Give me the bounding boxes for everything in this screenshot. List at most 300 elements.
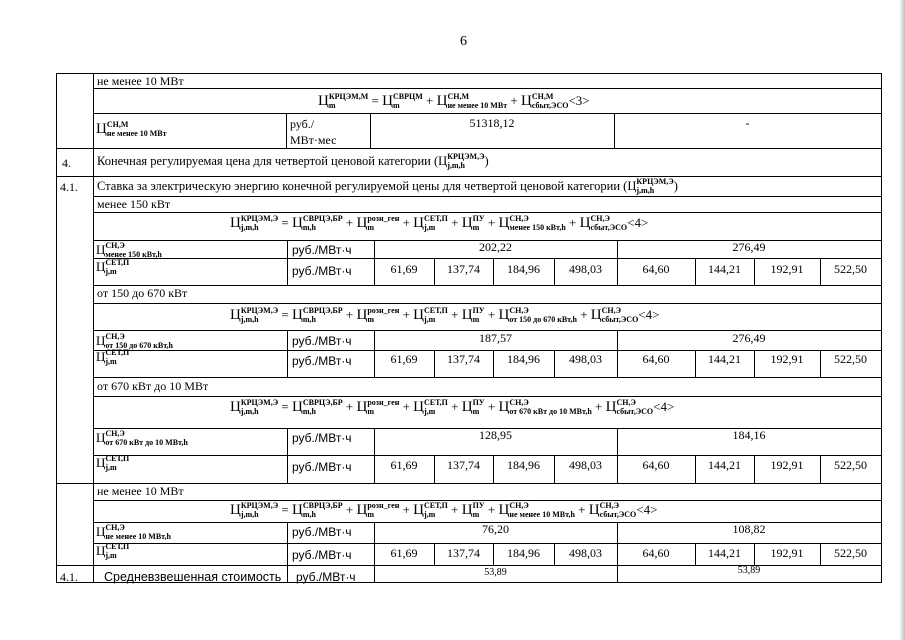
- formula-subscript: j,m: [424, 407, 436, 416]
- formula-superscript: СН,М: [531, 92, 554, 101]
- unit-label: руб./МВт·ч: [292, 525, 352, 539]
- unit-label: руб./МВт·ч: [292, 431, 352, 445]
- formula-subscript: m: [392, 101, 400, 110]
- formula-plus: +: [399, 215, 414, 230]
- formula-plus: +: [484, 215, 499, 230]
- formula-subscript: m: [367, 407, 375, 416]
- formula-eq: =: [278, 307, 292, 322]
- formula-subscript: j,m: [105, 267, 117, 276]
- script-stack: [424, 398, 448, 416]
- formula-subscript: j,m,h: [240, 315, 259, 324]
- network-value-right: 64,60: [642, 352, 670, 366]
- formula-plus: +: [484, 307, 499, 322]
- formula-superscript: КРЦЭМ,Э: [240, 214, 279, 223]
- network-value-left: 184,96: [507, 352, 540, 366]
- sales-markup-value-right: 108,82: [732, 522, 766, 536]
- script-stack: [424, 501, 448, 519]
- formula-plus: +: [576, 307, 591, 322]
- formula-symbol: Ц: [292, 215, 303, 231]
- formula-subscript: не менее 10 МВт,h: [509, 510, 575, 519]
- weighted-average-unit: руб./МВт·ч: [296, 570, 356, 584]
- formula-subscript: j,m: [424, 510, 436, 519]
- formula-plus: +: [342, 502, 357, 517]
- script-stack: [241, 214, 278, 232]
- weighted-average-value-left: 53,89: [484, 567, 507, 578]
- formula-4: [230, 306, 659, 324]
- formula-superscript: ПУ: [472, 501, 485, 510]
- formula-ref: <4>: [653, 399, 675, 414]
- symbol-subscript: не менее 10 МВт: [106, 129, 167, 138]
- network-value-right: 522,50: [834, 262, 867, 276]
- group-header: менее 150 кВт: [97, 197, 171, 211]
- formula-superscript: СВРЦЭ,БР: [302, 306, 343, 315]
- script-stack: [424, 214, 448, 232]
- network-value-left: 184,96: [507, 458, 540, 472]
- unit-label: руб./МВт·ч: [292, 548, 352, 562]
- formula-plus: +: [342, 399, 357, 414]
- formula-superscript: розн_ген: [367, 398, 400, 407]
- script-stack: [509, 214, 565, 232]
- script-stack: [303, 306, 343, 324]
- script-stack: [303, 214, 343, 232]
- power-unit-line2: МВт·мес: [290, 133, 337, 147]
- script-stack: [367, 306, 399, 324]
- group-header: от 150 до 670 кВт: [97, 286, 188, 300]
- formula-subscript: сбыт,ЭСО: [601, 315, 639, 324]
- formula-superscript: СН,Э: [601, 306, 622, 315]
- formula-eq: =: [278, 215, 292, 230]
- script-stack: [590, 214, 627, 232]
- formula-3: [318, 92, 590, 110]
- formula-subscript: от 150 до 670 кВт,h: [509, 315, 577, 324]
- network-value-right: 144,21: [708, 352, 741, 366]
- script-stack: [105, 523, 171, 541]
- formula-plus: +: [565, 215, 580, 230]
- formula-superscript: СЕТ,П: [424, 501, 448, 510]
- script-stack: [241, 306, 278, 324]
- formula-symbol: Ц: [498, 215, 510, 231]
- network-tariff-symbol: [96, 348, 129, 366]
- script-stack: [473, 398, 485, 416]
- formula-symbol: Ц: [498, 399, 510, 415]
- network-value-right: 64,60: [642, 546, 670, 560]
- table-line: [287, 240, 288, 285]
- row4-text: [97, 152, 489, 170]
- formula-subscript: j,m,h: [240, 510, 259, 519]
- formula-subscript: j,m,h: [240, 223, 259, 232]
- formula-plus: +: [591, 399, 606, 414]
- formula-symbol: Ц: [498, 307, 510, 323]
- script-stack: [105, 429, 187, 447]
- formula-subscript: j,m: [105, 463, 117, 472]
- formula-symbol: Ц: [230, 502, 241, 518]
- formula-plus: +: [447, 215, 462, 230]
- table-line: [56, 148, 882, 149]
- formula-superscript: СВРЦМ: [392, 92, 423, 101]
- formula-superscript: СЕТ,П: [105, 542, 130, 551]
- formula-plus: +: [342, 307, 357, 322]
- network-value-right: 144,21: [708, 262, 741, 276]
- formula-subscript: m: [367, 315, 375, 324]
- formula-subscript: j,m: [105, 551, 117, 560]
- formula-superscript: СН,Э: [105, 429, 125, 438]
- table-line: [287, 330, 288, 377]
- script-stack: [602, 306, 639, 324]
- row41-close: ): [673, 179, 678, 193]
- power-value: 51318,12: [469, 116, 515, 130]
- formula-superscript: СН,Э: [599, 501, 620, 510]
- formula-symbol: Ц: [413, 215, 425, 231]
- formula-subscript: m,h: [302, 510, 316, 519]
- unit-label: руб./МВт·ч: [292, 264, 352, 278]
- network-value-left: 498,03: [569, 546, 602, 560]
- formula-superscript: КРЦЭМ,Э: [240, 398, 279, 407]
- formula-symbol: Ц: [230, 307, 241, 323]
- formula-plus: +: [422, 93, 437, 108]
- formula-subscript: j,m,h: [240, 407, 259, 416]
- formula-plus: +: [399, 399, 414, 414]
- formula-superscript: СЕТ,П: [424, 398, 448, 407]
- power-unit-line1: руб./: [290, 117, 315, 131]
- formula-symbol: Ц: [318, 93, 329, 109]
- sales-markup-symbol: [96, 241, 162, 259]
- symbol-superscript: СН,М: [106, 120, 129, 129]
- unit-label: руб./МВт·ч: [292, 354, 352, 368]
- row-number: 4.1.: [60, 180, 78, 194]
- table-line: [93, 396, 882, 397]
- formula-subscript: сбыт,ЭСО: [531, 101, 569, 110]
- formula-superscript: ПУ: [472, 306, 485, 315]
- script-stack: [105, 454, 129, 472]
- weighted-average-label: Средневзвешенная стоимость: [104, 570, 282, 584]
- table-line: [93, 212, 882, 213]
- row-number: 4.: [62, 156, 71, 170]
- formula-subscript: m: [472, 407, 480, 416]
- symbol-main: Ц: [96, 455, 106, 470]
- script-stack: [367, 214, 399, 232]
- network-value-right: 144,21: [708, 546, 741, 560]
- formula-superscript: СН,Э: [509, 398, 529, 407]
- formula-symbol: Ц: [498, 502, 510, 518]
- table-line: [93, 377, 882, 378]
- formula-superscript: СН,М: [447, 92, 469, 101]
- weighted-average-value-right: 53,89: [737, 565, 761, 576]
- formula-subscript: сбыт,ЭСО: [599, 510, 637, 519]
- formula-subscript: m: [367, 510, 375, 519]
- row-number: 4.1.: [60, 570, 78, 584]
- row41-text: [97, 177, 678, 195]
- formula-subscript: от 670 кВт до 10 МВт,h: [105, 438, 188, 447]
- formula-subscript: m: [472, 510, 480, 519]
- script-stack: [473, 501, 485, 519]
- formula-plus: +: [447, 502, 462, 517]
- formula-subscript: m: [328, 101, 336, 110]
- table-line: [93, 258, 882, 259]
- network-value-left: 61,69: [390, 546, 418, 560]
- sales-markup-value-left: 187,57: [479, 331, 512, 345]
- network-value-left: 61,69: [390, 262, 418, 276]
- formula-symbol: Ц: [292, 399, 303, 415]
- formula-subscript: j,m: [424, 223, 436, 232]
- formula-symbol: Ц: [413, 502, 425, 518]
- formula-superscript: СЕТ,П: [424, 306, 448, 315]
- formula-symbol: Ц: [461, 307, 473, 323]
- formula-plus: +: [484, 399, 499, 414]
- network-tariff-symbol: [96, 258, 129, 276]
- script-stack: [241, 398, 278, 416]
- formula-superscript: ПУ: [472, 214, 485, 223]
- sales-markup-value-right: 184,16: [732, 428, 766, 442]
- network-value-right: 64,60: [642, 458, 670, 472]
- script-stack: [105, 542, 129, 560]
- network-value-left: 498,03: [569, 458, 602, 472]
- formula-subscript: от 150 до 670 кВт,h: [105, 341, 173, 350]
- formula-symbol: Ц: [382, 93, 393, 109]
- formula-subscript: m,h: [302, 223, 316, 232]
- formula-subscript: m,h: [302, 407, 316, 416]
- formula-symbol: Ц: [461, 215, 473, 231]
- network-value-right: 144,21: [708, 458, 741, 472]
- formula-symbol: Ц: [590, 307, 602, 323]
- section-header-power: не менее 10 МВт: [97, 74, 184, 88]
- table-line: [287, 428, 288, 483]
- row41-sup: КРЦЭМ,Э: [636, 177, 674, 186]
- formula-symbol: Ц: [356, 399, 368, 415]
- formula-superscript: СН,Э: [105, 332, 125, 341]
- formula-symbol: Ц: [579, 215, 591, 231]
- script-stack: [105, 348, 129, 366]
- network-value-left: 184,96: [507, 546, 540, 560]
- formula-superscript: СН,Э: [616, 398, 636, 407]
- network-value-right: 522,50: [834, 546, 867, 560]
- formula-eq: =: [278, 399, 292, 414]
- formula-subscript: не менее 10 МВт: [447, 101, 508, 110]
- network-value-right: 522,50: [834, 352, 867, 366]
- network-value-right: 522,50: [834, 458, 867, 472]
- formula-plus: +: [447, 307, 462, 322]
- power-row-symbol: [96, 120, 167, 138]
- table-line: [93, 73, 94, 583]
- formula-4: [230, 214, 648, 232]
- formula-subscript: менее 150 кВт,h: [509, 223, 566, 232]
- formula-symbol: Ц: [292, 502, 303, 518]
- formula-symbol: Ц: [230, 215, 241, 231]
- script-stack: [105, 258, 129, 276]
- table-line: [93, 350, 882, 351]
- formula-symbol: Ц: [461, 502, 473, 518]
- formula-subscript: m: [472, 223, 480, 232]
- formula-symbol: Ц: [588, 502, 600, 518]
- formula-symbol: Ц: [356, 502, 368, 518]
- table-line: [93, 113, 882, 114]
- script-stack: [600, 501, 637, 519]
- symbol-main: Ц: [96, 242, 106, 257]
- formula-plus: +: [507, 93, 521, 108]
- symbol-main: Ц: [96, 333, 106, 348]
- formula-ref: <4>: [636, 502, 658, 517]
- formula-superscript: СЕТ,П: [105, 258, 130, 267]
- formula-symbol: Ц: [356, 215, 368, 231]
- row41-text-main: Ставка за электрическую энергию конечной регулируемой цены для четвертой ценовой категории (Ц: [97, 179, 637, 193]
- formula-plus: +: [574, 502, 589, 517]
- table-line: [56, 73, 57, 583]
- network-value-left: 61,69: [390, 352, 418, 366]
- formula-symbol: Ц: [605, 399, 617, 415]
- network-value-right: 192,91: [770, 352, 804, 366]
- formula-symbol: Ц: [436, 93, 448, 109]
- script-stack: [424, 306, 448, 324]
- formula-superscript: СВРЦЭ,БР: [302, 398, 343, 407]
- formula-subscript: сбыт,ЭСО: [590, 223, 628, 232]
- formula-superscript: СВРЦЭ,БР: [302, 501, 343, 510]
- formula-subscript: m,h: [302, 315, 316, 324]
- network-value-left: 61,69: [390, 458, 418, 472]
- formula-4: [230, 501, 657, 519]
- formula-superscript: СН,Э: [590, 214, 610, 223]
- formula-superscript: КРЦЭМ,М: [328, 92, 369, 101]
- group-header: от 670 кВт до 10 МВт: [97, 379, 209, 393]
- network-value-left: 184,96: [507, 262, 540, 276]
- formula-subscript: сбыт,ЭСО: [616, 407, 654, 416]
- formula-subscript: j,m: [105, 357, 117, 366]
- formula-plus: +: [484, 502, 499, 517]
- formula-superscript: СН,Э: [105, 241, 125, 250]
- table-line: [93, 303, 882, 304]
- symbol-main: Ц: [96, 543, 106, 558]
- formula-superscript: КРЦЭМ,Э: [240, 501, 279, 510]
- network-value-right: 64,60: [642, 262, 670, 276]
- unit-label: руб./МВт·ч: [292, 334, 352, 348]
- script-stack: [616, 398, 653, 416]
- formula-eq: =: [368, 93, 383, 108]
- symbol-main: Ц: [96, 430, 106, 445]
- sales-markup-symbol: [96, 429, 188, 447]
- symbol-main: Ц: [96, 259, 106, 274]
- network-value-left: 137,74: [447, 352, 480, 366]
- unit-label: руб./МВт·ч: [292, 460, 352, 474]
- script-stack: [509, 398, 591, 416]
- formula-subscript: от 670 кВт до 10 МВт,h: [509, 407, 592, 416]
- row4-close: ): [484, 154, 489, 168]
- formula-symbol: Ц: [461, 399, 473, 415]
- network-value-left: 498,03: [569, 352, 602, 366]
- row4-text-main: Конечная регулируемая цена для четвертой ценовой категории (Ц: [97, 154, 448, 168]
- table-line: [93, 196, 882, 197]
- formula-symbol: Ц: [413, 307, 425, 323]
- sales-markup-value-left: 202,22: [479, 240, 512, 254]
- unit-label: руб./МВт·ч: [292, 243, 352, 257]
- script-stack: [303, 398, 343, 416]
- formula-superscript: СН,Э: [509, 214, 529, 223]
- network-value-right: 192,91: [770, 262, 804, 276]
- formula-plus: +: [447, 399, 462, 414]
- formula-superscript: ПУ: [472, 398, 485, 407]
- formula-superscript: СВРЦЭ,БР: [302, 214, 343, 223]
- network-value-left: 137,74: [447, 262, 480, 276]
- formula-subscript: не менее 10 МВт,h: [105, 532, 171, 541]
- sales-markup-value-left: 128,95: [479, 428, 512, 442]
- script-stack: [303, 501, 343, 519]
- sales-markup-value-left: 76,20: [482, 522, 509, 536]
- formula-plus: +: [399, 307, 414, 322]
- formula-subscript: j,m: [424, 315, 436, 324]
- formula-symbol: Ц: [292, 307, 303, 323]
- script-stack: [367, 501, 399, 519]
- formula-subscript: m: [472, 315, 480, 324]
- formula-symbol: Ц: [356, 307, 368, 323]
- scan-edge-shadow: [899, 0, 905, 640]
- network-value-left: 498,03: [569, 262, 602, 276]
- formula-subscript: менее 150 кВт,h: [105, 250, 162, 259]
- network-value-left: 137,74: [447, 458, 480, 472]
- row4-sub: j,m,h: [447, 161, 465, 170]
- formula-superscript: СН,Э: [509, 501, 529, 510]
- table-line: [287, 522, 288, 583]
- formula-superscript: СН,Э: [509, 306, 529, 315]
- page-number: 6: [460, 34, 467, 49]
- row4-sup: КРЦЭМ,Э: [447, 152, 485, 161]
- script-stack: [473, 306, 485, 324]
- network-value-left: 137,74: [447, 546, 480, 560]
- network-value-right: 192,91: [770, 546, 804, 560]
- formula-ref: <4>: [638, 307, 660, 322]
- script-stack: [473, 214, 485, 232]
- row41-sub: j,m,h: [636, 186, 655, 195]
- formula-superscript: СЕТ,П: [105, 454, 130, 463]
- symbol-main: Ц: [96, 349, 106, 364]
- symbol-main: Ц: [96, 524, 106, 539]
- formula-subscript: m: [367, 223, 375, 232]
- formula-superscript: розн_ген: [367, 501, 400, 510]
- table-line: [286, 113, 287, 148]
- formula-plus: +: [342, 215, 357, 230]
- script-stack: [509, 501, 575, 519]
- table-line: [881, 73, 882, 583]
- table-line: [93, 285, 882, 286]
- formula-superscript: розн_ген: [367, 214, 400, 223]
- formula-4: [230, 398, 674, 416]
- sales-markup-symbol: [96, 523, 171, 541]
- sales-markup-value-right: 276,49: [732, 240, 766, 254]
- formula-superscript: розн_ген: [367, 306, 400, 315]
- group-header: не менее 10 МВт: [97, 484, 184, 498]
- formula-superscript: КРЦЭМ,Э: [240, 306, 279, 315]
- formula-eq: =: [278, 502, 292, 517]
- table-line: [93, 543, 882, 544]
- formula-superscript: СЕТ,П: [424, 214, 448, 223]
- script-stack: [105, 241, 161, 259]
- script-stack: [509, 306, 577, 324]
- table-line: [93, 88, 882, 89]
- script-stack: [367, 398, 399, 416]
- formula-symbol: Ц: [413, 399, 425, 415]
- formula-symbol: Ц: [230, 399, 241, 415]
- power-value-right: -: [745, 116, 750, 130]
- network-tariff-symbol: [96, 542, 129, 560]
- formula-plus: +: [399, 502, 414, 517]
- formula-superscript: СН,Э: [105, 523, 125, 532]
- network-value-right: 192,91: [770, 458, 804, 472]
- symbol-main: Ц: [96, 121, 107, 137]
- network-tariff-symbol: [96, 454, 129, 472]
- formula-ref: <3>: [568, 93, 590, 108]
- script-stack: [241, 501, 278, 519]
- sales-markup-value-right: 276,49: [732, 331, 766, 345]
- table-line: [93, 455, 882, 456]
- formula-symbol: Ц: [520, 93, 532, 109]
- formula-ref: <4>: [627, 215, 649, 230]
- formula-superscript: СЕТ,П: [105, 348, 130, 357]
